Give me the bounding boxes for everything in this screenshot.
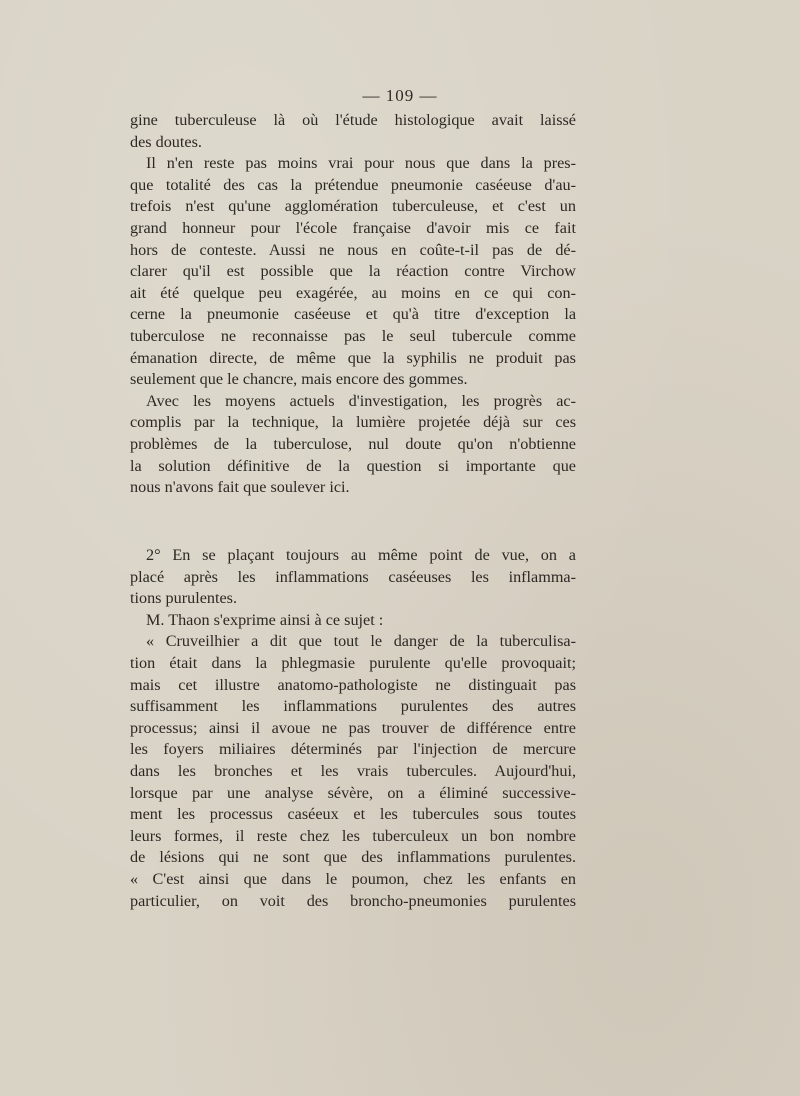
text-line: ment les processus caséeux et les tubercules sous toutes: [130, 805, 576, 824]
text-line: nous n'avons fait que soulever ici.: [130, 478, 350, 497]
text-line: « Cruveilhier a dit que tout le danger de la tuberculisa-: [146, 632, 576, 651]
text-line: problèmes de la tuberculose, nul doute qu'on n'obtienne: [130, 434, 576, 453]
text-line: ait été quelque peu exagérée, au moins en ce qui con-: [130, 283, 576, 302]
text-line: particulier, on voit des broncho-pneumonies purulentes: [130, 891, 576, 910]
text-line: leurs formes, il reste chez les tuberculeux un bon nombre: [130, 826, 576, 845]
text-line: émanation directe, de même que la syphilis ne produit pas: [130, 348, 576, 367]
text-line: seulement que le chancre, mais encore des gommes.: [130, 370, 468, 389]
text-line: processus; ainsi il avoue ne pas trouver de différence entre: [130, 718, 576, 737]
text-line: que totalité des cas la prétendue pneumonie caséeuse d'au-: [130, 175, 576, 194]
text-line: grand honneur pour l'école française d'avoir mis ce fait: [130, 218, 576, 237]
text-line: mais cet illustre anatomo-pathologiste ne distinguait pas: [130, 675, 576, 694]
page-number: — 109 —: [362, 86, 438, 105]
text-line: cerne la pneumonie caséeuse et qu'à titre d'exception la: [130, 305, 576, 324]
text-line: lorsque par une analyse sévère, on a éliminé successive-: [130, 783, 576, 802]
text-line: hors de conteste. Aussi ne nous en coûte-t-il pas de dé-: [130, 240, 576, 259]
text-line: la solution définitive de la question si importante que: [130, 456, 576, 475]
text-line: « C'est ainsi que dans le poumon, chez les enfants en: [130, 869, 576, 888]
text-line: de lésions qui ne sont que des inflammations purulentes.: [130, 848, 576, 867]
text-block-1: [130, 110, 576, 499]
text-line: tion était dans la phlegmasie purulente qu'elle provoquait;: [130, 653, 576, 672]
text-line: tuberculose ne reconnaisse pas le seul tubercule comme: [130, 326, 576, 345]
text-line: tions purulentes.: [130, 589, 238, 608]
text-line: 2° En se plaçant toujours au même point de vue, on a: [146, 546, 576, 564]
text-line: les foyers miliaires déterminés par l'injection de mercure: [130, 740, 576, 759]
text-line: suffisamment les inflammations purulentes des autres: [130, 697, 576, 716]
text-line: M. Thaon s'exprime ainsi à ce sujet :: [146, 610, 384, 629]
text-line: Avec les moyens actuels d'investigation, les progrès ac-: [146, 391, 576, 410]
text-line: dans les bronches et les vrais tubercules. Aujourd'hui,: [130, 761, 576, 780]
text-line: des doutes.: [130, 132, 202, 151]
text-line: placé après les inflammations caséeuses les inflamma-: [130, 567, 576, 586]
text-line: Il n'en reste pas moins vrai pour nous que dans la pres-: [146, 154, 576, 173]
text-line: clarer qu'il est possible que la réaction contre Virchow: [130, 262, 576, 281]
text-block-2: [130, 545, 576, 912]
text-line: trefois n'est qu'une agglomération tuberculeuse, et c'est un: [130, 197, 576, 216]
text-line: complis par la technique, la lumière projetée déjà sur ces: [130, 413, 576, 432]
text-line: gine tuberculeuse là où l'étude histologique avait laissé: [130, 111, 576, 129]
